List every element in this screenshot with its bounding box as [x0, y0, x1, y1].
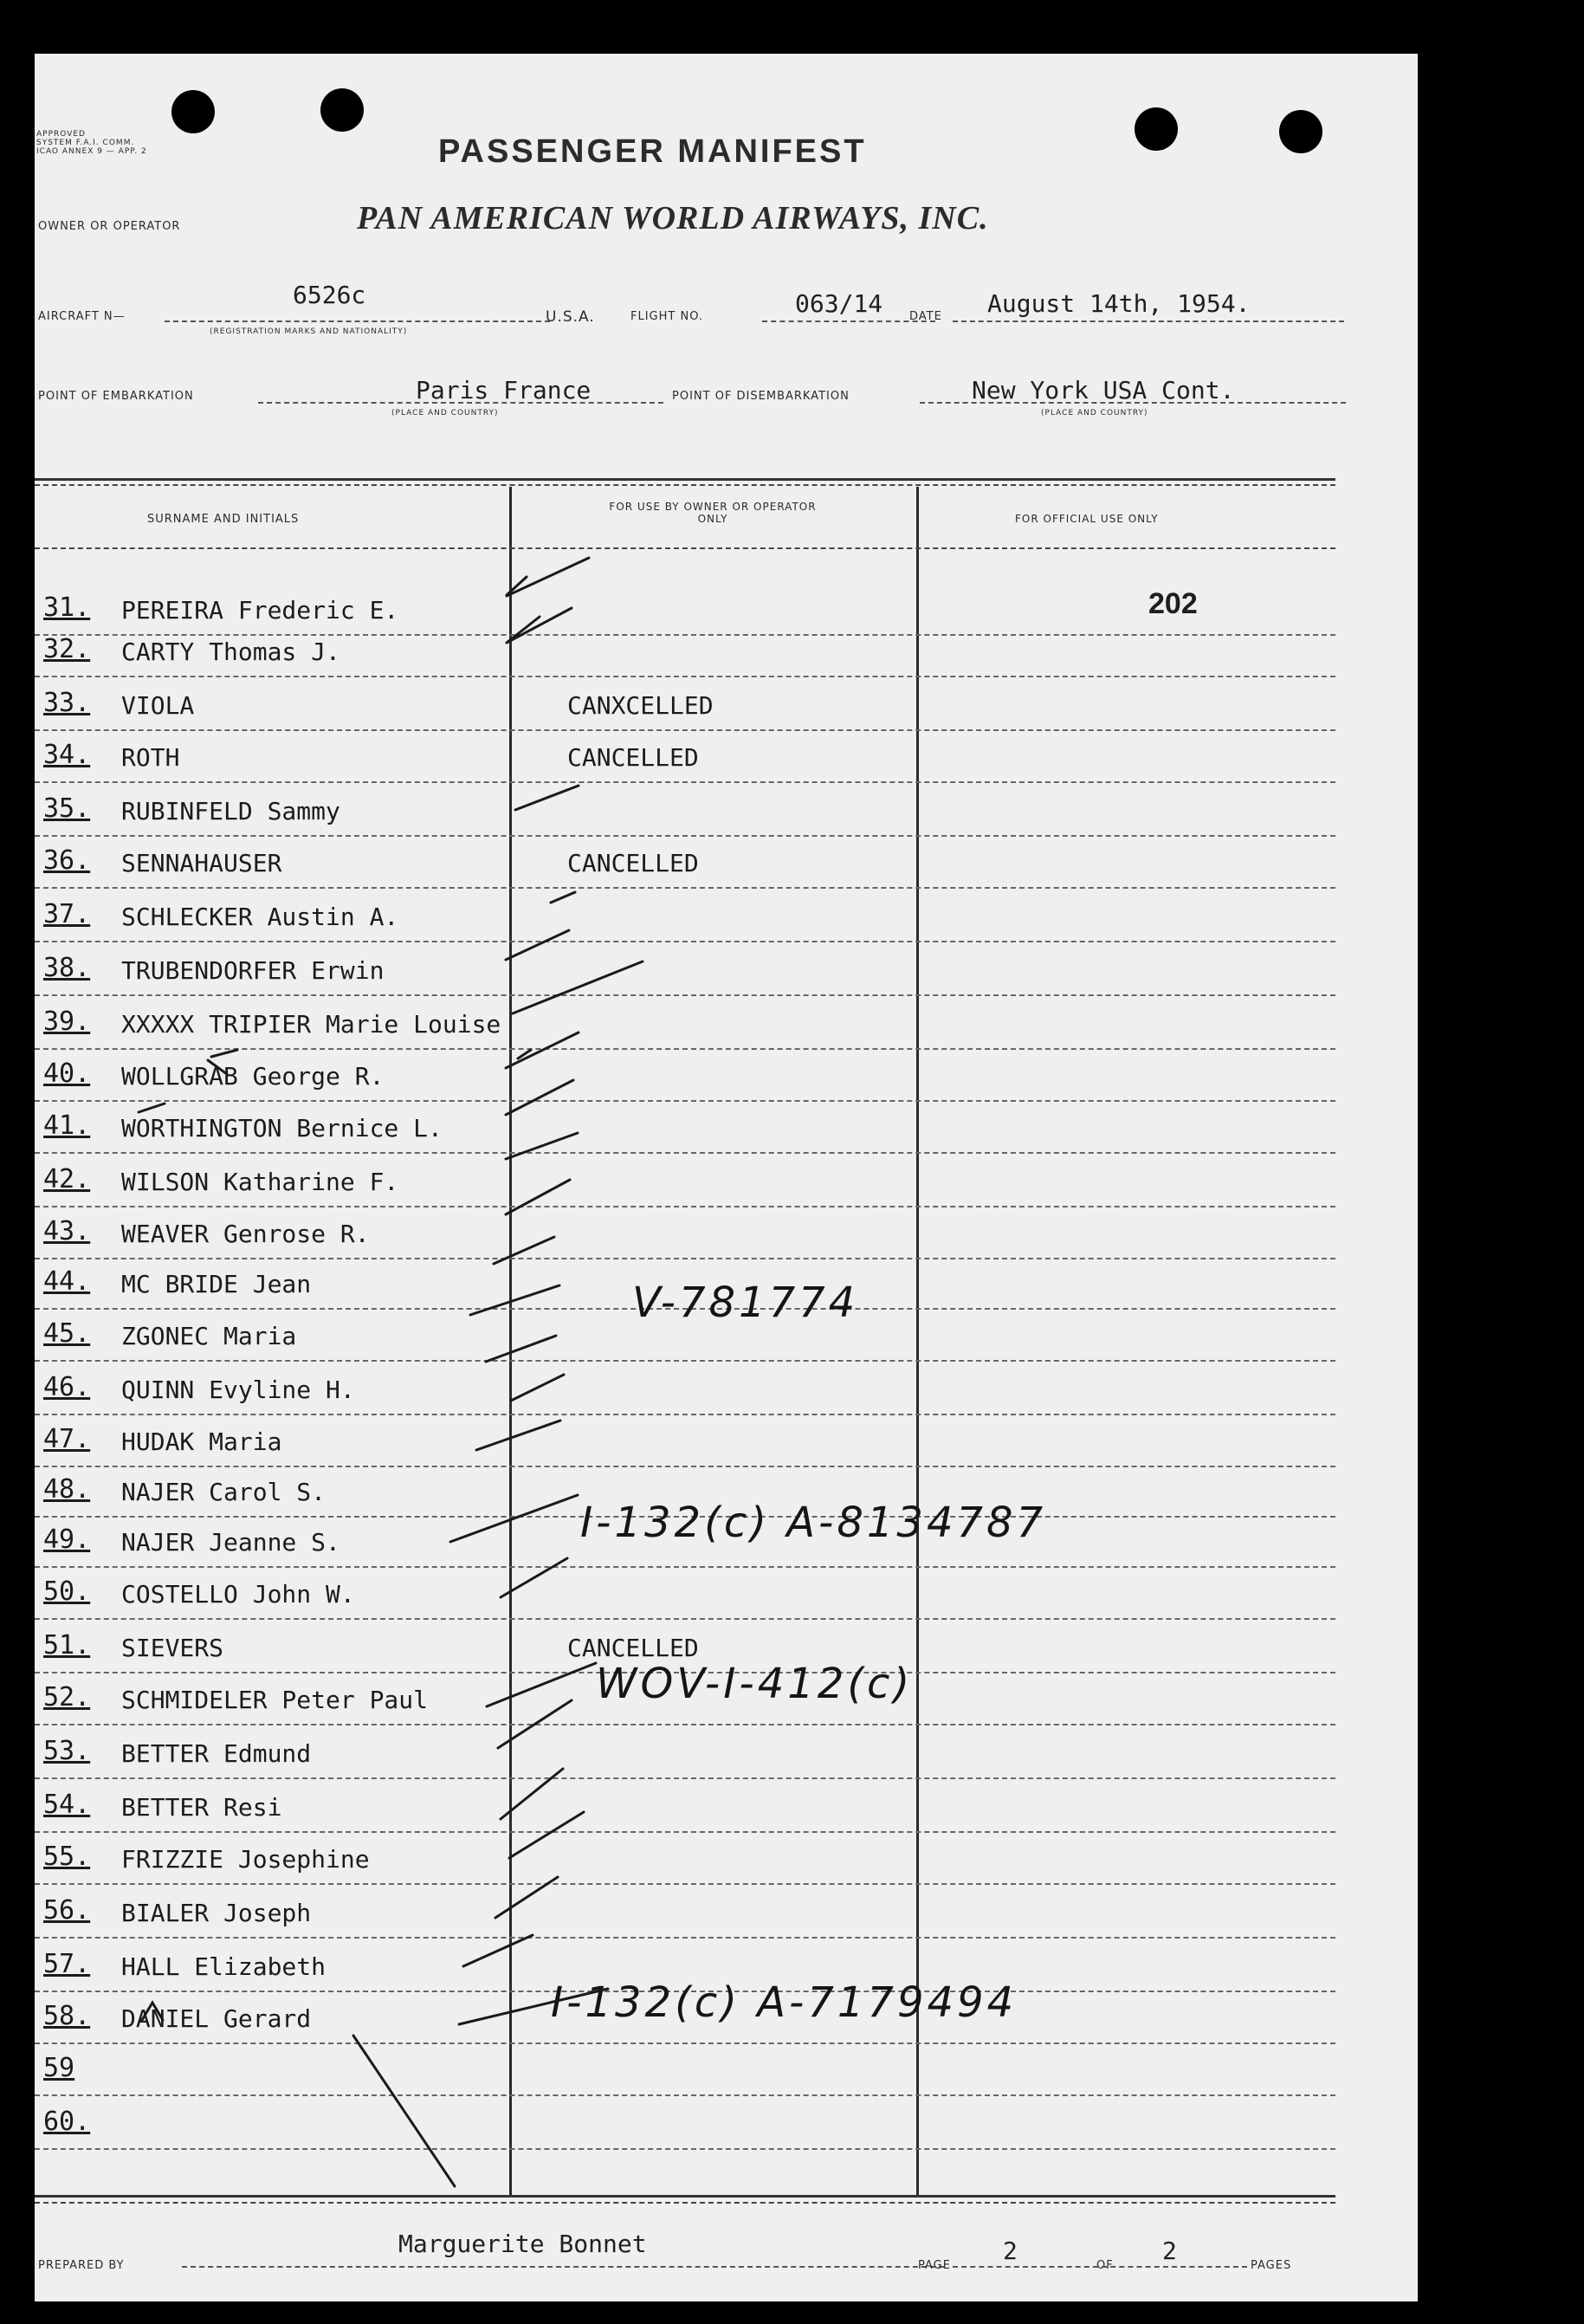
passenger-name: ROTH	[121, 743, 180, 772]
check-mark	[498, 1700, 572, 1748]
check-mark	[507, 558, 589, 596]
check-mark	[494, 1237, 554, 1264]
date-label: DATE	[909, 310, 942, 323]
passenger-name: TRUBENDORFER Erwin	[121, 956, 385, 985]
passenger-name: DANIEL Gerard	[121, 2004, 312, 2033]
disembark-label: POINT OF DISEMBARKATION	[672, 390, 850, 403]
flight-label: FLIGHT NO.	[630, 310, 704, 323]
passenger-status: CANCELLED	[567, 1634, 699, 1662]
passenger-number: 42.	[43, 1164, 91, 1194]
passenger-number: 37.	[43, 899, 91, 929]
passenger-name: WOLLGRAB George R.	[121, 1062, 385, 1091]
passenger-number: 59	[43, 2053, 75, 2083]
handwritten-visa-49: I-132(c) A-8134787	[580, 1499, 1047, 1547]
pages-label: PAGES	[1251, 2259, 1292, 2272]
page-title: PASSENGER MANIFEST	[438, 133, 867, 170]
passenger-name: SENNAHAUSER	[121, 849, 282, 877]
disembark-sub: (PLACE AND COUNTRY)	[1041, 409, 1148, 418]
check-mark	[506, 1133, 578, 1159]
prepared-value: Marguerite Bonnet	[398, 2230, 647, 2258]
passenger-name: FRIZZIE Josephine	[121, 1845, 370, 1874]
official-number: 202	[1148, 587, 1198, 620]
passenger-number: 43.	[43, 1216, 91, 1246]
passenger-status: CANCELLED	[567, 743, 699, 772]
check-mark	[487, 1663, 596, 1706]
passenger-number: 55.	[43, 1842, 91, 1872]
passenger-number: 50.	[43, 1576, 91, 1607]
passenger-status: CANCELLED	[567, 849, 699, 877]
check-mark	[476, 1421, 560, 1450]
passenger-name: WILSON Katharine F.	[121, 1168, 399, 1196]
check-mark	[459, 1989, 608, 2024]
passenger-number: 41.	[43, 1110, 91, 1141]
passenger-name: XXXXX TRIPIER Marie Louise	[121, 1010, 501, 1039]
passenger-number: 35.	[43, 793, 91, 824]
passenger-number: 56.	[43, 1895, 91, 1926]
embark-sub: (PLACE AND COUNTRY)	[391, 409, 499, 418]
of-label: OF	[1096, 2259, 1114, 2272]
page-value: 2	[1003, 2237, 1018, 2265]
passenger-number: 31.	[43, 592, 91, 623]
page-label: PAGE	[918, 2259, 951, 2272]
annotation-mark	[142, 2003, 163, 2020]
closing-slash	[353, 2036, 455, 2186]
passenger-number: 60.	[43, 2107, 91, 2137]
usa-label: U.S.A.	[546, 308, 595, 326]
table-bottom-rule-2	[35, 2202, 1335, 2204]
passenger-number: 44.	[43, 1266, 91, 1297]
prepared-underline	[182, 2266, 944, 2268]
prepared-label: PREPARED BY	[38, 2259, 125, 2272]
date-value: August 14th, 1954.	[987, 289, 1251, 318]
passenger-name: BETTER Edmund	[121, 1739, 312, 1768]
check-mark	[486, 1336, 556, 1362]
check-mark	[513, 961, 643, 1013]
passenger-name: BETTER Resi	[121, 1793, 282, 1822]
passenger-number: 38.	[43, 953, 91, 983]
flight-value: 063/14	[795, 289, 883, 318]
aircraft-sub: (REGISTRATION MARKS AND NATIONALITY)	[210, 327, 408, 336]
check-mark	[506, 1033, 579, 1068]
column-header-official-use: FOR OFFICIAL USE ONLY	[1015, 513, 1159, 525]
page-underline	[953, 2266, 1247, 2268]
passenger-number: 39.	[43, 1007, 91, 1037]
embark-label: POINT OF EMBARKATION	[38, 390, 194, 403]
table-bottom-rule	[35, 2195, 1335, 2198]
passenger-name: SIEVERS	[121, 1634, 224, 1662]
passenger-number: 53.	[43, 1736, 91, 1766]
owner-label: OWNER OR OPERATOR	[38, 220, 181, 233]
passenger-name: COSTELLO John W.	[121, 1580, 355, 1609]
passenger-number: 34.	[43, 740, 91, 770]
passenger-number: 45.	[43, 1318, 91, 1349]
passenger-name: RUBINFELD Sammy	[121, 797, 340, 825]
handwritten-visa-45: V-781774	[632, 1279, 859, 1327]
passenger-name: PEREIRA Frederic E.	[121, 596, 399, 625]
handwritten-visa-58: I-132(c) A-7179494	[551, 1978, 1018, 2027]
manifest-sheet	[35, 54, 1418, 2301]
column-header-surname: SURNAME AND INITIALS	[147, 513, 300, 526]
passenger-number: 58.	[43, 2001, 91, 2031]
check-marks	[35, 54, 1418, 2301]
owner-value: PAN AMERICAN WORLD AIRWAYS, INC.	[357, 200, 989, 236]
passenger-number: 51.	[43, 1630, 91, 1660]
check-mark	[501, 1769, 563, 1819]
passenger-number: 57.	[43, 1949, 91, 1979]
annotation-mark	[139, 1104, 165, 1112]
passenger-name: SCHMIDELER Peter Paul	[121, 1686, 429, 1714]
passenger-number: 46.	[43, 1372, 91, 1402]
passenger-name: QUINN Evyline H.	[121, 1376, 355, 1404]
check-mark	[506, 1180, 570, 1214]
passenger-name: MC BRIDE Jean	[121, 1270, 312, 1298]
check-mark	[511, 1375, 564, 1401]
check-mark	[506, 930, 569, 960]
check-mark	[501, 1558, 567, 1597]
passenger-name: WORTHINGTON Bernice L.	[121, 1114, 443, 1143]
of-value: 2	[1162, 2237, 1177, 2265]
passenger-number: 32.	[43, 634, 91, 664]
check-mark	[463, 1935, 533, 1966]
handwritten-visa-52: WOV-I-412(c)	[596, 1660, 914, 1708]
annotation-mark	[208, 1050, 237, 1074]
passenger-name: HALL Elizabeth	[121, 1952, 326, 1981]
aircraft-label: AIRCRAFT N—	[38, 310, 126, 323]
passenger-name: VIOLA	[121, 691, 195, 720]
passenger-name: BIALER Joseph	[121, 1899, 312, 1927]
passenger-name: CARTY Thomas J.	[121, 638, 340, 666]
passenger-status: CANXCELLED	[567, 691, 714, 720]
check-mark	[551, 892, 575, 903]
aircraft-value: 6526c	[293, 281, 366, 309]
check-mark	[515, 786, 579, 810]
approval-line: APPROVED	[36, 130, 86, 139]
passenger-number: 49.	[43, 1525, 91, 1555]
passenger-number: 47.	[43, 1424, 91, 1454]
check-mark	[470, 1285, 559, 1315]
passenger-name: SCHLECKER Austin A.	[121, 903, 399, 931]
passenger-name: NAJER Jeanne S.	[121, 1528, 340, 1557]
check-mark	[495, 1877, 558, 1918]
passenger-number: 36.	[43, 845, 91, 876]
check-mark	[509, 1812, 584, 1858]
passenger-name: ZGONEC Maria	[121, 1322, 297, 1350]
column-header-owner-use: FOR USE BY OWNER OR OPERATOR ONLY	[609, 501, 817, 525]
approval-line: SYSTEM F.A.I. COMM.	[36, 139, 135, 147]
passenger-number: 33.	[43, 688, 91, 718]
passenger-number: 54.	[43, 1790, 91, 1820]
check-mark	[507, 608, 572, 643]
passenger-number: 40.	[43, 1058, 91, 1089]
approval-line: ICAO ANNEX 9 — APP. 2	[36, 147, 147, 156]
check-mark	[450, 1495, 578, 1542]
passenger-name: NAJER Carol S.	[121, 1478, 326, 1506]
embark-value: Paris France	[416, 376, 592, 405]
check-mark	[506, 1080, 573, 1115]
passenger-name: HUDAK Maria	[121, 1427, 282, 1456]
disembark-value: New York USA Cont.	[972, 376, 1235, 405]
passenger-name: WEAVER Genrose R.	[121, 1220, 370, 1248]
passenger-number: 48.	[43, 1474, 91, 1505]
passenger-number: 52.	[43, 1682, 91, 1712]
